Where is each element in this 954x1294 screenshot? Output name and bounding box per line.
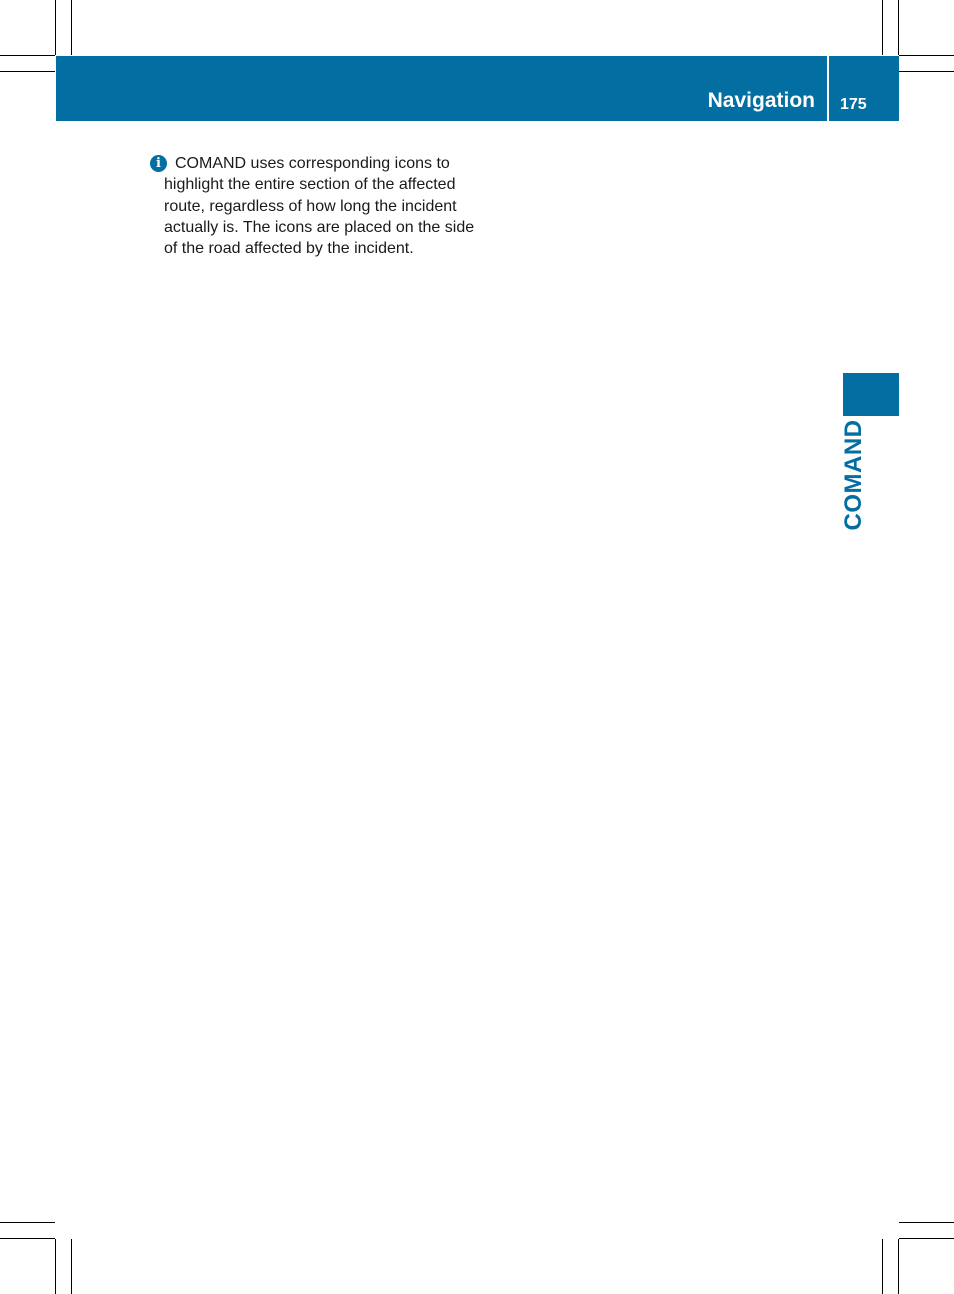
crop-mark bbox=[71, 0, 72, 55]
crop-mark bbox=[898, 1239, 899, 1294]
crop-mark bbox=[0, 71, 55, 72]
crop-mark bbox=[899, 55, 954, 56]
crop-mark bbox=[899, 71, 954, 72]
crop-mark bbox=[898, 0, 899, 55]
crop-mark bbox=[882, 0, 883, 55]
info-note-text: COMAND uses corresponding icons to highlight the entire section of the affected route, regardless of how long the incident actually is. The icons are placed on the side of the road affected by the incident. bbox=[164, 155, 475, 258]
info-icon: i bbox=[150, 155, 167, 172]
section-title: Navigation bbox=[707, 89, 815, 112]
crop-mark bbox=[55, 1239, 56, 1294]
crop-mark bbox=[882, 1239, 883, 1294]
crop-mark bbox=[0, 55, 55, 56]
crop-mark bbox=[0, 1238, 55, 1239]
page-number: 175 bbox=[840, 96, 867, 113]
chapter-label: COMAND bbox=[840, 419, 867, 531]
header-divider bbox=[827, 56, 829, 121]
crop-mark bbox=[0, 1222, 55, 1223]
crop-mark bbox=[899, 1222, 954, 1223]
crop-mark bbox=[55, 0, 56, 55]
crop-mark bbox=[71, 1239, 72, 1294]
page-header bbox=[56, 56, 899, 121]
info-note bbox=[150, 153, 490, 259]
crop-mark bbox=[899, 1238, 954, 1239]
chapter-tab bbox=[843, 373, 899, 416]
